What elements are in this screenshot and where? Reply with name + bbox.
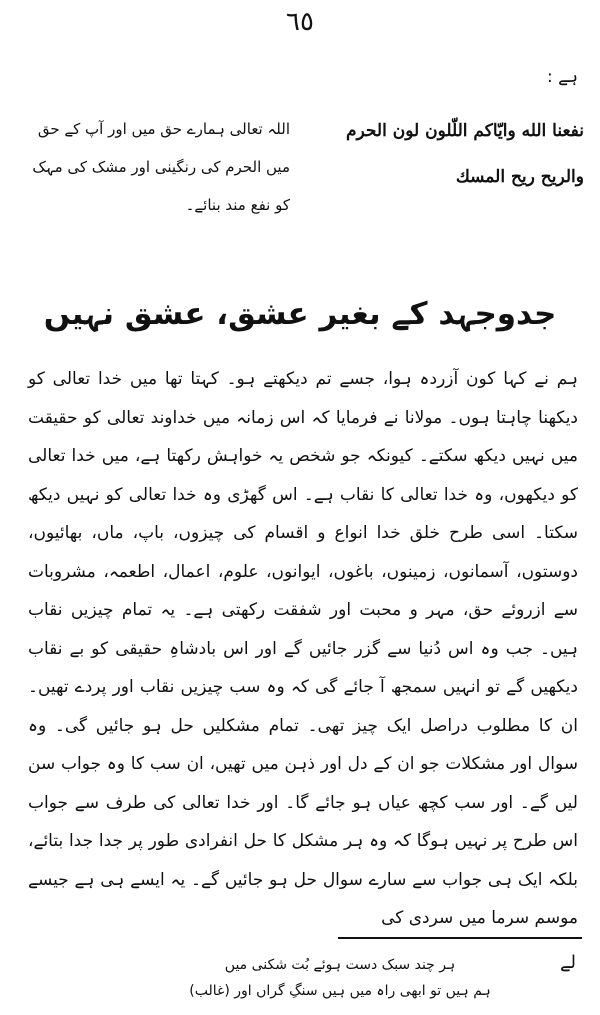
chapter-heading: جدوجہد کے بغیر عشق، عشق نہیں [43,296,557,332]
arabic-verse [294,108,584,200]
verse-translation: اللہ تعالی ہمارے حق میں اور آپ کے حق میں الحرم کی رنگینی اور مشک کی مہک کو نفع مند بنائے۔ [32,120,290,214]
intro-line: ہے : [546,67,578,87]
footnote-verse [150,952,530,1004]
footnote-marker: لے [559,952,576,973]
page-number: ٦٥ [286,7,314,37]
arabic-verse-line-1: نفعنا الله وایّاكم اللّلون لون الحرم [346,121,584,141]
body-paragraph: ہم نے کہا کون آزردہ ہوا، جسے تم دیکھتے ہو۔ کہتا تھا میں خدا تعالی کو دیکھنا چاہتا ہوں۔ مولانا نے فرمایا کہ اس زمانہ میں خداوند تعالی کو حقیقت میں نہیں دیکھ سکتے۔ کیونکہ جو شخص یہ خواہش رکھتا ہے، میں خدا تعالی کو دیکھوں، وہ خدا تعالی کا نقاب ہے۔ اس گھڑی وہ خدا تعالی کو نہیں دیکھ سکتا۔ اسی طرح خلق خدا انواع و اقسام کی چیزوں، باپ، ماں، بھائیوں، دوستوں، آسمانوں، زمینوں، باغوں، ایوانوں، علوم، اعمال، اطعمہ، مشروبات سے ازروئے حق، مہر و محبت اور شفقت رکھتی ہے۔ یہ تمام چیزیں نقاب ہیں۔ جب وہ اس دُنیا سے گزر جائیں گے اور اس بادشاہِ حقیقی کو بے نقاب دیکھیں گے تو انہیں سمجھ آ جائے گی کہ وہ سب چیزیں نقاب اور پردے تھیں۔ ان کا مطلوب دراصل ایک چیز تھی۔ تمام مشکلیں حل ہو جائیں گی۔ وہ سوال اور مشکلات جو ان کے دل اور ذہن میں تھیں، ان سب کا وہ جواب سن لیں گے۔ اور سب کچھ عیاں ہو جائے گا۔ اور خدا تعالی کی طرف سے جواب اس طرح پر نہیں ہوگا کہ وہ ہر مشکل کا حل انفرادی طور پر جدا جدا بتائے، بلکہ ایک ہی جواب سے سارے سوال حل ہو جائیں گے۔ یہ ایسے ہی ہے جیسے موسم سرما میں سردی کی [28,369,578,928]
footnote-line-1: ہر چند سبک دست ہوئے بُت شکنی میں [224,957,456,973]
footnote-divider [338,937,582,939]
body-text [28,360,578,938]
arabic-verse-line-2: والريح ريح المسك [455,167,584,187]
footnote-line-2: ہم ہیں تو ابھی راہ میں ہیں سنگِ گراں اور (غالب) [189,983,491,999]
